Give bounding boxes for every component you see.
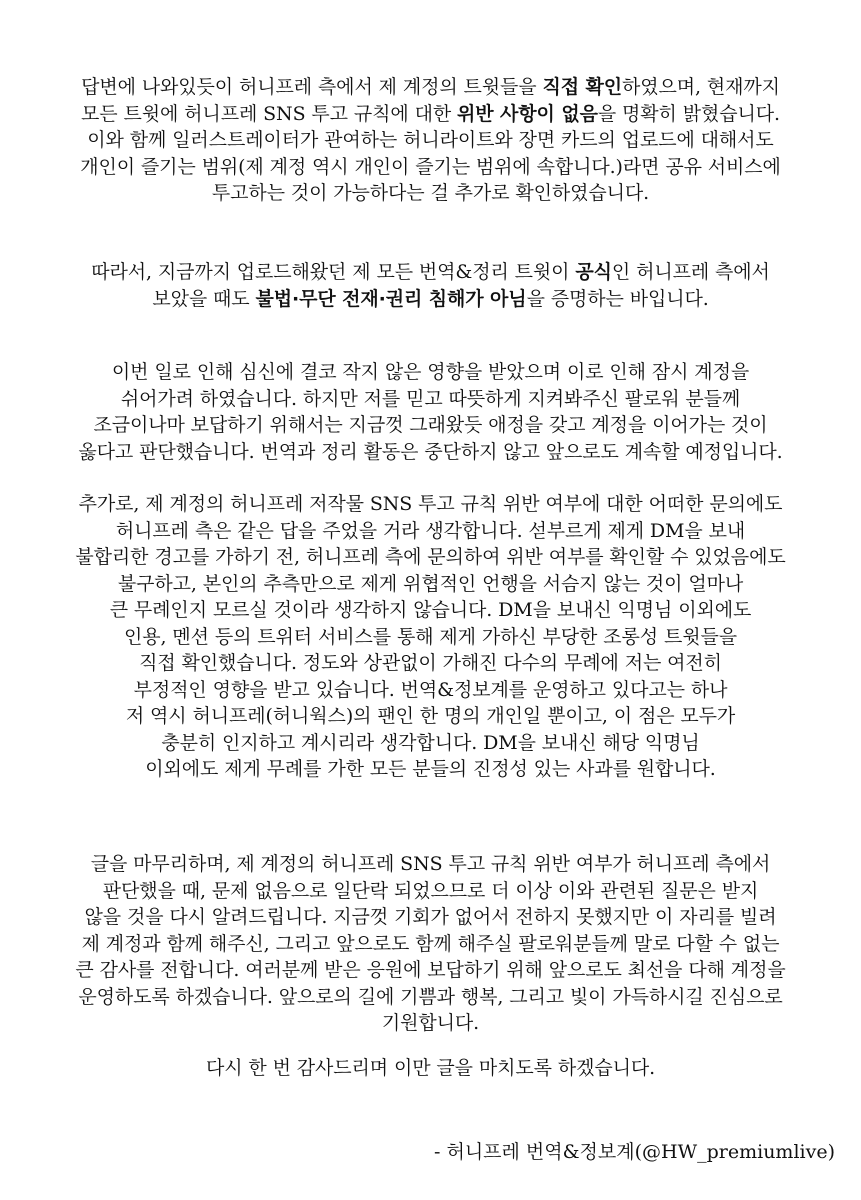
text-line <box>18 544 843 571</box>
text-line <box>18 703 843 730</box>
text-run: 이와 함께 일러스트레이터가 관여하는 허니라이트와 장면 카드의 업로드에 대해서도 <box>87 129 774 151</box>
text-run: 판단했을 때, 문제 없음으로 일단락 되었으므로 더 이상 이와 관련된 질문은 받지 <box>102 879 759 902</box>
text-run: 옳다고 판단했습니다. 번역과 정리 활동은 중단하지 않고 앞으로도 계속할 예정입니다. <box>78 440 783 463</box>
text-line <box>18 1055 843 1082</box>
text-run: 불합리한 경고를 가하기 전, 허니프레 측에 문의하여 위반 여부를 확인할 수 있었음에도 <box>75 546 786 568</box>
text-line <box>18 756 843 783</box>
text-line <box>18 624 843 651</box>
text-run: 이외에도 제게 무례를 가한 모든 분들의 진정성 있는 사과를 원합니다. <box>145 758 716 780</box>
text-run: 부정적인 영향을 받고 있습니다. 번역&정보계를 운영하고 있다고는 하나 <box>133 678 728 701</box>
text-line <box>18 74 843 101</box>
text-line <box>18 286 843 313</box>
paragraph-confirmation <box>18 74 843 207</box>
text-run: 않을 것을 다시 알려드립니다. 지금껏 기회가 없어서 전하지 못했지만 이 자리를 빌려 <box>84 906 777 928</box>
text-run: 모든 트윗에 허니프레 SNS 투고 규칙에 대한 <box>81 102 458 125</box>
text-run: 저 역시 허니프레(허니웍스)의 팬인 한 명의 개인일 뿐이고, 이 점은 모두가 <box>125 705 736 727</box>
text-run: 개인이 즐기는 범위(제 계정 역시 개인이 즐기는 범위에 속합니다.)라면 공유 서비스에 <box>80 155 781 178</box>
text-run: 답변에 나와있듯이 허니프레 측에서 제 계정의 트윗들을 <box>81 76 543 98</box>
text-line <box>18 412 843 439</box>
text-line <box>18 571 843 598</box>
text-run: 하였으며, 현재까지 <box>622 76 780 98</box>
text-run: 제 계정과 함께 해주신, 그리고 앞으로도 함께 해주실 팔로워분들께 말로 다할 수 없는 <box>81 932 780 955</box>
text-run: 큰 무례인지 모르실 것이라 생각하지 않습니다. DM을 보내신 익명님 이외에도 <box>109 599 752 621</box>
emphasis-text: 불법·무단 전재·권리 침해가 아님 <box>255 287 527 310</box>
text-line <box>18 386 843 413</box>
paragraph-account-continuation <box>18 359 843 465</box>
text-run: 충분히 인지하고 계시리라 생각합니다. DM을 보내신 해당 익명님 <box>161 731 700 754</box>
text-run: 직접 확인했습니다. 정도와 상관없이 가해진 다수의 무례에 저는 여전히 <box>139 652 722 674</box>
text-line <box>18 677 843 704</box>
text-run: 큰 감사를 전합니다. 여러분께 받은 응원에 보답하기 위해 앞으로도 최선을 다해 계정을 <box>75 959 786 981</box>
text-run: 인 허니프레 측에서 <box>611 261 770 283</box>
text-line <box>18 180 843 207</box>
text-line <box>18 491 843 518</box>
emphasis-text: 직접 확인 <box>542 76 623 98</box>
text-line <box>18 984 843 1011</box>
text-run: 운영하도록 하겠습니다. 앞으로의 길에 기쁨과 행복, 그리고 빛이 가득하시길 진심으로 <box>78 985 783 1008</box>
paragraph-thanks <box>18 1055 843 1082</box>
text-line <box>18 957 843 984</box>
paragraph-request-apology <box>18 491 843 783</box>
signature: - 허니프레 번역&정보계(@HW_premiumlive) <box>434 1141 835 1163</box>
text-line <box>18 730 843 757</box>
text-run: 쉬어가려 하였습니다. 하지만 저를 믿고 따뜻하게 지켜봐주신 팔로워 분들께 <box>120 387 741 410</box>
text-run: 다시 한 번 감사드리며 이만 글을 마치도록 하겠습니다. <box>205 1057 656 1079</box>
text-run: 불구하고, 본인의 추측만으로 제게 위협적인 언행을 서슴지 않는 것이 얼마나 <box>117 572 744 595</box>
text-line <box>18 359 843 386</box>
text-line <box>18 931 843 958</box>
text-line <box>18 154 843 181</box>
text-line <box>18 878 843 905</box>
text-line <box>18 127 843 154</box>
text-run: 글을 마무리하며, 제 계정의 허니프레 SNS 투고 규칙 위반 여부가 허니프레 측에서 <box>90 853 771 875</box>
paragraph-closing <box>18 851 843 1037</box>
text-run: 을 증명하는 바입니다. <box>526 287 709 310</box>
text-line <box>18 101 843 128</box>
text-run: 투고하는 것이 가능하다는 걸 추가로 확인하였습니다. <box>211 182 650 204</box>
text-line <box>18 259 843 286</box>
text-line <box>18 650 843 677</box>
text-line <box>18 851 843 878</box>
text-run: 을 명확히 밝혔습니다. <box>597 102 780 125</box>
text-line <box>18 518 843 545</box>
text-line <box>18 904 843 931</box>
text-line <box>18 1010 843 1037</box>
text-line <box>18 439 843 466</box>
text-line <box>18 597 843 624</box>
text-run: 조금이나마 보답하기 위해서는 지금껏 그래왔듯 애정을 갖고 계정을 이어가는 것이 <box>93 414 768 436</box>
text-run: 허니프레 측은 같은 답을 주었을 거라 생각합니다. 섣부르게 제게 DM을 보내 <box>115 519 746 542</box>
emphasis-text: 공식 <box>575 261 612 283</box>
text-run: 추가로, 제 계정의 허니프레 저작물 SNS 투고 규칙 위반 여부에 대한 어떠한 문의에도 <box>78 493 783 515</box>
emphasis-text: 위반 사항이 없음 <box>457 102 598 125</box>
text-run: 인용, 멘션 등의 트위터 서비스를 통해 제게 가하신 부당한 조롱성 트윗들을 <box>124 625 737 648</box>
text-run: 따라서, 지금까지 업로드해왔던 제 모든 번역&정리 트윗이 <box>91 261 576 283</box>
text-run: 이번 일로 인해 심신에 결코 작지 않은 영향을 받았으며 이로 인해 잠시 계정을 <box>111 361 750 383</box>
text-run: 보았을 때도 <box>152 287 256 310</box>
paragraph-conclusion <box>18 259 843 312</box>
text-run: 기원합니다. <box>381 1012 480 1034</box>
